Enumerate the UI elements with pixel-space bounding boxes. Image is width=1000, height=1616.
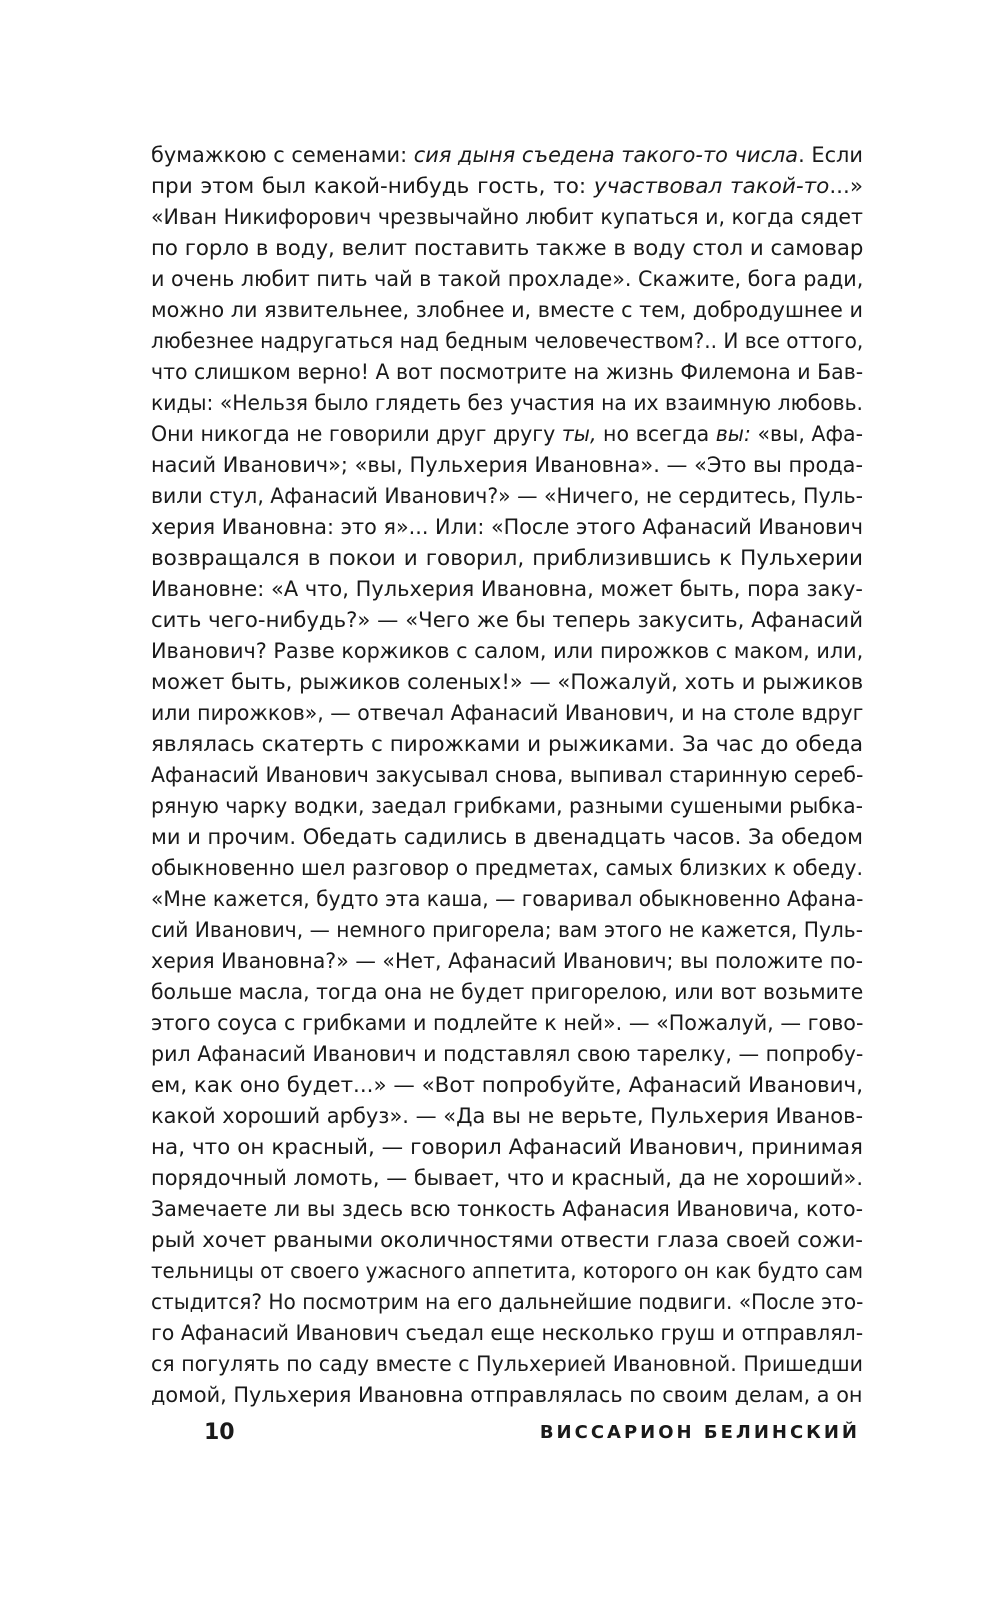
text-line [151,791,863,822]
text-line [151,388,863,419]
text-segment: «Мне кажется, будто эта каша, — говаривал обыкновенно Афана- [151,887,864,912]
text-segment: являлась скатерть с пирожками и рыжиками. За час до обеда [151,732,863,757]
text-segment: Они никогда не говорили друг другу [151,422,562,447]
text-line [151,419,863,450]
page-number: 10 [204,1420,235,1445]
text-segment: ся погулять по саду вместе с Пульхерией Ивановной. Пришедши [151,1352,863,1377]
text-line [151,574,863,605]
text-line [151,946,863,977]
text-segment: ряную чарку водки, заедал грибками, разными сушеными рыбка- [151,794,863,819]
text-line [151,1318,863,1349]
text-line [151,512,863,543]
text-segment: можно ли язвительнее, злобнее и, вместе с тем, добродушнее и [151,298,863,323]
text-line [151,140,863,171]
text-segment: «Иван Никифорович чрезвычайно любит купаться и, когда сядет [151,205,863,230]
italic-text: сия дыня съедена такого-то числа [413,143,799,168]
text-line [151,698,863,729]
text-segment: возвращался в покои и говорил, приблизившись к Пульхерии [151,546,863,571]
text-segment: обыкновенно шел разговор о предметах, самых близких к обеду. [151,856,863,881]
text-line [151,450,863,481]
text-line [151,822,863,853]
running-title: ВИССАРИОН БЕЛИНСКИЙ [539,1422,860,1443]
text-line [151,1008,863,1039]
text-line [151,760,863,791]
text-line [151,1194,863,1225]
text-segment: что слишком верно! А вот посмотрите на жизнь Филемона и Бав- [151,360,864,385]
italic-text: участвовал такой-то [593,174,830,199]
text-segment: вили стул, Афанасий Иванович?» — «Ничего, не сердитесь, Пуль- [151,484,863,509]
text-line [151,667,863,698]
text-line [151,729,863,760]
text-line [151,884,863,915]
text-segment: какой хороший арбуз». — «Да вы не верьте, Пульхерия Иванов- [151,1104,864,1129]
text-line [151,295,863,326]
text-segment: киды: «Нельзя было глядеть без участия на их взаимную любовь. [151,391,863,416]
text-segment: порядочный ломоть, — бывает, что и красный, да не хороший». [151,1166,863,1191]
text-line [151,1225,863,1256]
text-segment: го Афанасий Иванович съедал еще несколько груш и отправлял- [151,1321,864,1346]
italic-text: вы: [715,422,751,447]
text-segment: Иванович? Разве коржиков с салом, или пирожков с маком, или, [151,639,864,664]
text-segment: при этом был какой-нибудь гость, то: [151,174,594,199]
text-segment: но всегда [596,422,716,447]
text-segment: или пирожков», — отвечал Афанасий Иванович, и на столе вдруг [151,701,864,726]
text-line [151,1349,863,1380]
text-segment: насий Иванович»; «вы, Пульхерия Ивановна». — «Это вы прода- [151,453,863,478]
text-line [151,326,863,357]
text-line [151,1287,863,1318]
text-line [151,357,863,388]
text-line [151,1163,863,1194]
text-segment: Замечаете ли вы здесь всю тонкость Афанасия Ивановича, кото- [151,1197,864,1222]
text-line [151,605,863,636]
text-segment: сий Иванович, — немного пригорела; вам этого не кажется, Пуль- [151,918,863,943]
text-segment: домой, Пульхерия Ивановна отправлялась по своим делам, а он [151,1383,863,1408]
text-line [151,1039,863,1070]
text-line [151,1132,863,1163]
text-line [151,853,863,884]
body-text [151,140,863,1411]
text-line [151,171,863,202]
text-line [151,1070,863,1101]
text-line [151,1380,863,1411]
text-segment: ем, как оно будет...» — «Вот попробуйте, Афанасий Иванович, [151,1073,864,1098]
text-segment: больше масла, тогда она не будет пригорелою, или вот возьмите [151,980,864,1005]
text-segment: херия Ивановна?» — «Нет, Афанасий Иванович; вы положите по- [151,949,864,974]
text-line [151,636,863,667]
text-segment: херия Ивановна: это я»... Или: «После этого Афанасий Иванович [151,515,863,540]
text-segment: . Если [798,143,863,168]
text-segment: рый хочет рваными околичностями отвести глаза своей сожи- [151,1228,863,1253]
text-line [151,264,863,295]
text-line [151,977,863,1008]
text-line [151,233,863,264]
text-segment: «вы, Афа- [750,422,863,447]
text-line [151,481,863,512]
text-segment: Ивановне: «А что, Пульхерия Ивановна, может быть, пора заку- [151,577,863,602]
text-segment: рил Афанасий Иванович и подставлял свою тарелку, — попробу- [151,1042,864,1067]
text-segment: тельницы от своего ужасного аппетита, которого он как будто сам [151,1259,863,1284]
text-line [151,915,863,946]
text-segment: ми и прочим. Обедать садились в двенадцать часов. За обедом [151,825,863,850]
text-segment: на, что он красный, — говорил Афанасий Иванович, принимая [151,1135,863,1160]
text-line [151,1256,863,1287]
text-segment: по горло в воду, велит поставить также в воду стол и самовар [151,236,864,261]
text-segment: сить чего-нибудь?» — «Чего же бы теперь закусить, Афанасий [151,608,863,633]
text-segment: этого соуса с грибками и подлейте к ней». — «Пожалуй, — гово- [151,1011,864,1036]
text-segment: Афанасий Иванович закусывал снова, выпивал старинную сереб- [151,763,864,788]
text-segment: и очень любит пить чай в такой прохладе». Скажите, бога ради, [151,267,864,292]
text-segment: любезнее надругаться над бедным человечеством?.. И все оттого, [151,329,864,354]
text-segment: может быть, рыжиков соленых!» — «Пожалуй, хоть и рыжиков [151,670,864,695]
text-segment: ...» [829,174,863,199]
text-line [151,543,863,574]
text-segment: бумажкою с семенами: [151,143,414,168]
text-line [151,202,863,233]
italic-text: ты, [561,422,597,447]
text-line [151,1101,863,1132]
text-segment: стыдится? Но посмотрим на его дальнейшие подвиги. «После это- [151,1290,864,1315]
